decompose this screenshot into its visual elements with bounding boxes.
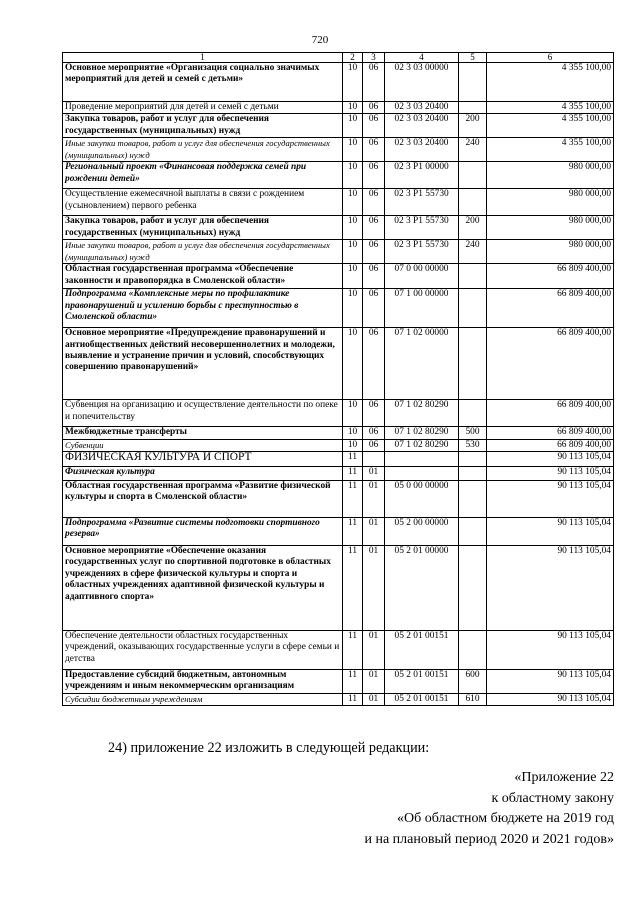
- amount-cell: 90 113 105,04: [487, 670, 614, 694]
- table-row: [63, 102, 614, 114]
- expense-type-cell: 240: [459, 138, 487, 162]
- section-code-cell: 11: [343, 452, 363, 467]
- expense-type-cell: [459, 518, 487, 546]
- section-code-cell: 10: [343, 264, 363, 289]
- section-code-cell: 10: [343, 114, 363, 138]
- table-row: [63, 546, 614, 631]
- row-name-cell: Основное мероприятие «Предупреждение правонарушений и антиобщественных действий несовершеннолетних и молодежи, выявление и устранение причин и условий, способствующих совершению правонарушений»: [63, 328, 343, 400]
- table-row: [63, 467, 614, 481]
- table-row: [63, 452, 614, 467]
- amount-cell: 980 000,00: [487, 189, 614, 216]
- target-article-cell: [385, 452, 459, 467]
- row-name-cell: ФИЗИЧЕСКАЯ КУЛЬТУРА И СПОРТ: [63, 452, 343, 467]
- expense-type-cell: [459, 162, 487, 189]
- column-header: 5: [459, 53, 487, 63]
- expense-type-cell: [459, 328, 487, 400]
- table-header-row: [63, 53, 614, 63]
- target-article-cell: 02 3 03 20400: [385, 138, 459, 162]
- instruction-text: 24) приложение 22 изложить в следующей редакции:: [108, 740, 430, 756]
- target-article-cell: 07 0 00 00000: [385, 264, 459, 289]
- subsection-code-cell: 06: [363, 114, 385, 138]
- row-name-cell: Субвенции: [63, 439, 343, 451]
- expense-type-cell: 240: [459, 240, 487, 264]
- amount-cell: 90 113 105,04: [487, 518, 614, 546]
- amount-cell: 90 113 105,04: [487, 452, 614, 467]
- expense-type-cell: [459, 264, 487, 289]
- section-code-cell: 11: [343, 546, 363, 631]
- section-code-cell: 10: [343, 400, 363, 427]
- row-name-cell: Физическая культура: [63, 467, 343, 481]
- table-row: [63, 518, 614, 546]
- target-article-cell: 07 1 02 80290: [385, 400, 459, 427]
- section-code-cell: 11: [343, 518, 363, 546]
- expense-type-cell: [459, 400, 487, 427]
- amount-cell: 90 113 105,04: [487, 467, 614, 481]
- target-article-cell: 02 3 03 20400: [385, 102, 459, 114]
- amount-cell: 4 355 100,00: [487, 63, 614, 102]
- amount-cell: 4 355 100,00: [487, 114, 614, 138]
- subsection-code-cell: 06: [363, 102, 385, 114]
- row-name-cell: Иные закупки товаров, работ и услуг для обеспечения государственных (муниципальных) нужд: [63, 240, 343, 264]
- subsection-code-cell: 06: [363, 289, 385, 328]
- expense-type-cell: 600: [459, 670, 487, 694]
- amount-cell: 4 355 100,00: [487, 138, 614, 162]
- section-code-cell: 10: [343, 289, 363, 328]
- appendix-header: [364, 768, 614, 850]
- subsection-code-cell: 06: [363, 439, 385, 451]
- column-header: 3: [363, 53, 385, 63]
- section-code-cell: 10: [343, 162, 363, 189]
- subsection-code-cell: 06: [363, 63, 385, 102]
- column-header: 2: [343, 53, 363, 63]
- expense-type-cell: 610: [459, 694, 487, 706]
- amount-cell: 66 809 400,00: [487, 328, 614, 400]
- row-name-cell: Основное мероприятие «Организация социально значимых мероприятий для детей и семей с детьми»: [63, 63, 343, 102]
- column-header: 6: [487, 53, 614, 63]
- row-name-cell: Региональный проект «Финансовая поддержка семей при рождении детей»: [63, 162, 343, 189]
- amount-cell: 980 000,00: [487, 240, 614, 264]
- amount-cell: 66 809 400,00: [487, 439, 614, 451]
- column-header: 4: [385, 53, 459, 63]
- table-row: [63, 694, 614, 706]
- amount-cell: 90 113 105,04: [487, 546, 614, 631]
- row-name-cell: Межбюджетные трансферты: [63, 427, 343, 439]
- section-code-cell: 10: [343, 102, 363, 114]
- target-article-cell: 05 2 01 00151: [385, 631, 459, 670]
- section-code-cell: 11: [343, 670, 363, 694]
- table-row: [63, 189, 614, 216]
- subsection-code-cell: 06: [363, 138, 385, 162]
- amount-cell: 90 113 105,04: [487, 481, 614, 518]
- expense-type-cell: [459, 63, 487, 102]
- table-row: [63, 138, 614, 162]
- expense-type-cell: [459, 289, 487, 328]
- target-article-cell: 05 0 00 00000: [385, 481, 459, 518]
- budget-table: [62, 52, 614, 706]
- amount-cell: 66 809 400,00: [487, 427, 614, 439]
- section-code-cell: 11: [343, 481, 363, 518]
- amount-cell: 90 113 105,04: [487, 694, 614, 706]
- table-row: [63, 481, 614, 518]
- subsection-code-cell: 06: [363, 427, 385, 439]
- subsection-code-cell: 01: [363, 518, 385, 546]
- subsection-code-cell: 01: [363, 481, 385, 518]
- target-article-cell: 02 3 03 20400: [385, 114, 459, 138]
- table-row: [63, 439, 614, 451]
- section-code-cell: 10: [343, 216, 363, 240]
- expense-type-cell: [459, 189, 487, 216]
- row-name-cell: Субсидии бюджетным учреждениям: [63, 694, 343, 706]
- row-name-cell: Осуществление ежемесячной выплаты в связи с рождением (усыновлением) первого ребенка: [63, 189, 343, 216]
- subsection-code-cell: 06: [363, 328, 385, 400]
- table-row: [63, 264, 614, 289]
- target-article-cell: 07 1 02 00000: [385, 328, 459, 400]
- expense-type-cell: 500: [459, 427, 487, 439]
- table-row: [63, 427, 614, 439]
- appendix-line: «Об областном бюджете на 2019 год: [397, 811, 614, 826]
- amount-cell: 980 000,00: [487, 162, 614, 189]
- appendix-line: и на плановый период 2020 и 2021 годов»: [364, 831, 614, 847]
- expense-type-cell: [459, 631, 487, 670]
- subsection-code-cell: 01: [363, 631, 385, 670]
- target-article-cell: [385, 467, 459, 481]
- row-name-cell: Подпрограмма «Развитие системы подготовки спортивного резерва»: [63, 518, 343, 546]
- row-name-cell: Обеспечение деятельности областных государственных учреждений, оказывающих государственные услуги в сфере семьи и детства: [63, 631, 343, 670]
- subsection-code-cell: 06: [363, 216, 385, 240]
- target-article-cell: 02 3 P1 55730: [385, 216, 459, 240]
- section-code-cell: 10: [343, 240, 363, 264]
- table-row: [63, 162, 614, 189]
- section-code-cell: 10: [343, 138, 363, 162]
- expense-type-cell: 530: [459, 439, 487, 451]
- target-article-cell: 05 2 00 00000: [385, 518, 459, 546]
- section-code-cell: 11: [343, 467, 363, 481]
- target-article-cell: 07 1 02 80290: [385, 439, 459, 451]
- amount-cell: 66 809 400,00: [487, 289, 614, 328]
- expense-type-cell: [459, 102, 487, 114]
- target-article-cell: 02 3 P1 55730: [385, 240, 459, 264]
- expense-type-cell: 200: [459, 114, 487, 138]
- target-article-cell: 02 3 P1 55730: [385, 189, 459, 216]
- subsection-code-cell: 01: [363, 467, 385, 481]
- expense-type-cell: [459, 546, 487, 631]
- subsection-code-cell: 01: [363, 694, 385, 706]
- page-number: 720: [311, 34, 329, 46]
- subsection-code-cell: 06: [363, 264, 385, 289]
- target-article-cell: 02 3 P1 00000: [385, 162, 459, 189]
- target-article-cell: 05 2 01 00151: [385, 694, 459, 706]
- table-row: [63, 289, 614, 328]
- row-name-cell: Подпрограмма «Комплексные меры по профилактике правонарушений и усилению борьбы с преступностью в Смоленской области»: [63, 289, 343, 328]
- amount-cell: 90 113 105,04: [487, 631, 614, 670]
- row-name-cell: Областная государственная программа «Развитие физической культуры и спорта в Смоленской области»: [63, 481, 343, 518]
- row-name-cell: Закупка товаров, работ и услуг для обеспечения государственных (муниципальных) нужд: [63, 114, 343, 138]
- amount-cell: 4 355 100,00: [487, 102, 614, 114]
- table-row: [63, 631, 614, 670]
- section-code-cell: 10: [343, 328, 363, 400]
- row-name-cell: Проведение мероприятий для детей и семей с детьми: [63, 102, 343, 114]
- table-row: [63, 328, 614, 400]
- table-row: [63, 63, 614, 102]
- section-code-cell: 11: [343, 631, 363, 670]
- expense-type-cell: [459, 481, 487, 518]
- appendix-line: «Приложение 22: [514, 770, 614, 785]
- target-article-cell: 07 1 02 80290: [385, 427, 459, 439]
- row-name-cell: Иные закупки товаров, работ и услуг для обеспечения государственных (муниципальных) нужд: [63, 138, 343, 162]
- amount-cell: 66 809 400,00: [487, 264, 614, 289]
- section-code-cell: 10: [343, 439, 363, 451]
- expense-type-cell: [459, 452, 487, 467]
- row-name-cell: Закупка товаров, работ и услуг для обеспечения государственных (муниципальных) нужд: [63, 216, 343, 240]
- row-name-cell: Предоставление субсидий бюджетным, автономным учреждениям и иным некоммерческим организациям: [63, 670, 343, 694]
- section-code-cell: 10: [343, 63, 363, 102]
- table-row: [63, 216, 614, 240]
- section-code-cell: 10: [343, 427, 363, 439]
- amount-cell: 66 809 400,00: [487, 400, 614, 427]
- row-name-cell: Областная государственная программа «Обеспечение законности и правопорядка в Смоленской области»: [63, 264, 343, 289]
- target-article-cell: 05 2 01 00151: [385, 670, 459, 694]
- subsection-code-cell: 06: [363, 162, 385, 189]
- appendix-line: к областному закону: [491, 790, 614, 806]
- expense-type-cell: 200: [459, 216, 487, 240]
- subsection-code-cell: 06: [363, 400, 385, 427]
- subsection-code-cell: 01: [363, 546, 385, 631]
- amount-cell: 980 000,00: [487, 216, 614, 240]
- table-body: [63, 63, 614, 706]
- target-article-cell: 07 1 00 00000: [385, 289, 459, 328]
- column-header: 1: [63, 53, 343, 63]
- target-article-cell: 02 3 03 00000: [385, 63, 459, 102]
- target-article-cell: 05 2 01 00000: [385, 546, 459, 631]
- row-name-cell: Основное мероприятие «Обеспечение оказания государственных услуг по спортивной подготовке в областных учреждениях в сфере физической культуры и спорта и областных учреждениях адаптивной физической культуры и адаптивного спорта»: [63, 546, 343, 631]
- row-name-cell: Субвенция на организацию и осуществление деятельности по опеке и попечительству: [63, 400, 343, 427]
- table-row: [63, 114, 614, 138]
- table-row: [63, 400, 614, 427]
- expense-type-cell: [459, 467, 487, 481]
- subsection-code-cell: 06: [363, 240, 385, 264]
- subsection-code-cell: 06: [363, 189, 385, 216]
- section-code-cell: 11: [343, 694, 363, 706]
- table-row: [63, 670, 614, 694]
- table-row: [63, 240, 614, 264]
- section-code-cell: 10: [343, 189, 363, 216]
- subsection-code-cell: [363, 452, 385, 467]
- subsection-code-cell: 01: [363, 670, 385, 694]
